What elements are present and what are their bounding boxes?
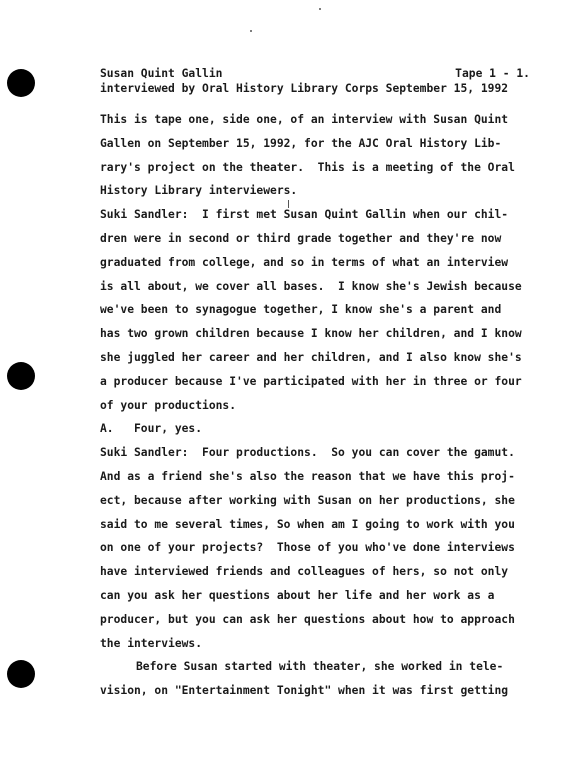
- transcript-line: Before Susan started with theater, she worked in tele-: [136, 660, 504, 674]
- transcript-line: vision, on "Entertainment Tonight" when it was first getting: [100, 684, 509, 698]
- transcript-line: of your productions.: [100, 398, 237, 412]
- scan-speck: [250, 30, 252, 32]
- transcript-line: History Library interviewers.: [100, 184, 298, 198]
- transcript-line: ect, because after working with Susan on her productions, she: [100, 493, 515, 507]
- transcript-line: This is tape one, side one, of an interview with Susan Quint: [100, 113, 509, 126]
- binder-hole: [7, 362, 35, 390]
- transcript-line: And as a friend she's also the reason that we have this proj-: [100, 469, 515, 483]
- binder-hole: [7, 660, 35, 688]
- transcript-line: producer, but you can ask her questions about how to approach: [100, 612, 515, 626]
- transcript-line: on one of your projects? Those of you who've done interviews: [100, 541, 515, 555]
- tape-label: Tape 1 - 1.: [455, 67, 530, 80]
- transcript-line: a producer because I've participated with her in three or four: [100, 374, 522, 388]
- transcript-line: Suki Sandler: Four productions. So you can cover the gamut.: [100, 446, 515, 460]
- page-header: [100, 66, 530, 96]
- transcript-line: Suki Sandler: I first met Susan Quint Gallin when our chil-: [100, 208, 509, 222]
- transcript-line: the interviews.: [100, 636, 203, 650]
- transcript-line: A. Four, yes.: [100, 422, 203, 436]
- transcript-body: [100, 108, 530, 703]
- transcript-line: Gallen on September 15, 1992, for the AJC Oral History Lib-: [100, 136, 502, 150]
- header-row: [100, 66, 530, 81]
- transcript-line: graduated from college, and so in terms of what an interview: [100, 255, 509, 269]
- transcript-line: is all about, we cover all bases. I know she's Jewish because: [100, 279, 522, 293]
- transcript-line: rary's project on the theater. This is a meeting of the Oral: [100, 160, 515, 174]
- interviewee-name: Susan Quint Gallin: [100, 67, 223, 80]
- scan-speck: [288, 200, 289, 208]
- transcript-line: she juggled her career and her children, and I also know she's: [100, 350, 522, 364]
- transcript-line: dren were in second or third grade together and they're now: [100, 231, 502, 245]
- transcript-line: we've been to synagogue together, I know she's a parent and: [100, 303, 502, 317]
- transcript-line: has two grown children because I know her children, and I know: [100, 327, 522, 341]
- transcript-line: have interviewed friends and colleagues of hers, so not only: [100, 565, 509, 579]
- transcript-line: can you ask her questions about her life and her work as a: [100, 588, 495, 602]
- transcript-line: said to me several times, So when am I going to work with you: [100, 517, 515, 531]
- binder-hole: [7, 69, 35, 97]
- scan-speck: [319, 8, 321, 10]
- interviewer-line: interviewed by Oral History Library Corps September 15, 1992: [100, 82, 509, 95]
